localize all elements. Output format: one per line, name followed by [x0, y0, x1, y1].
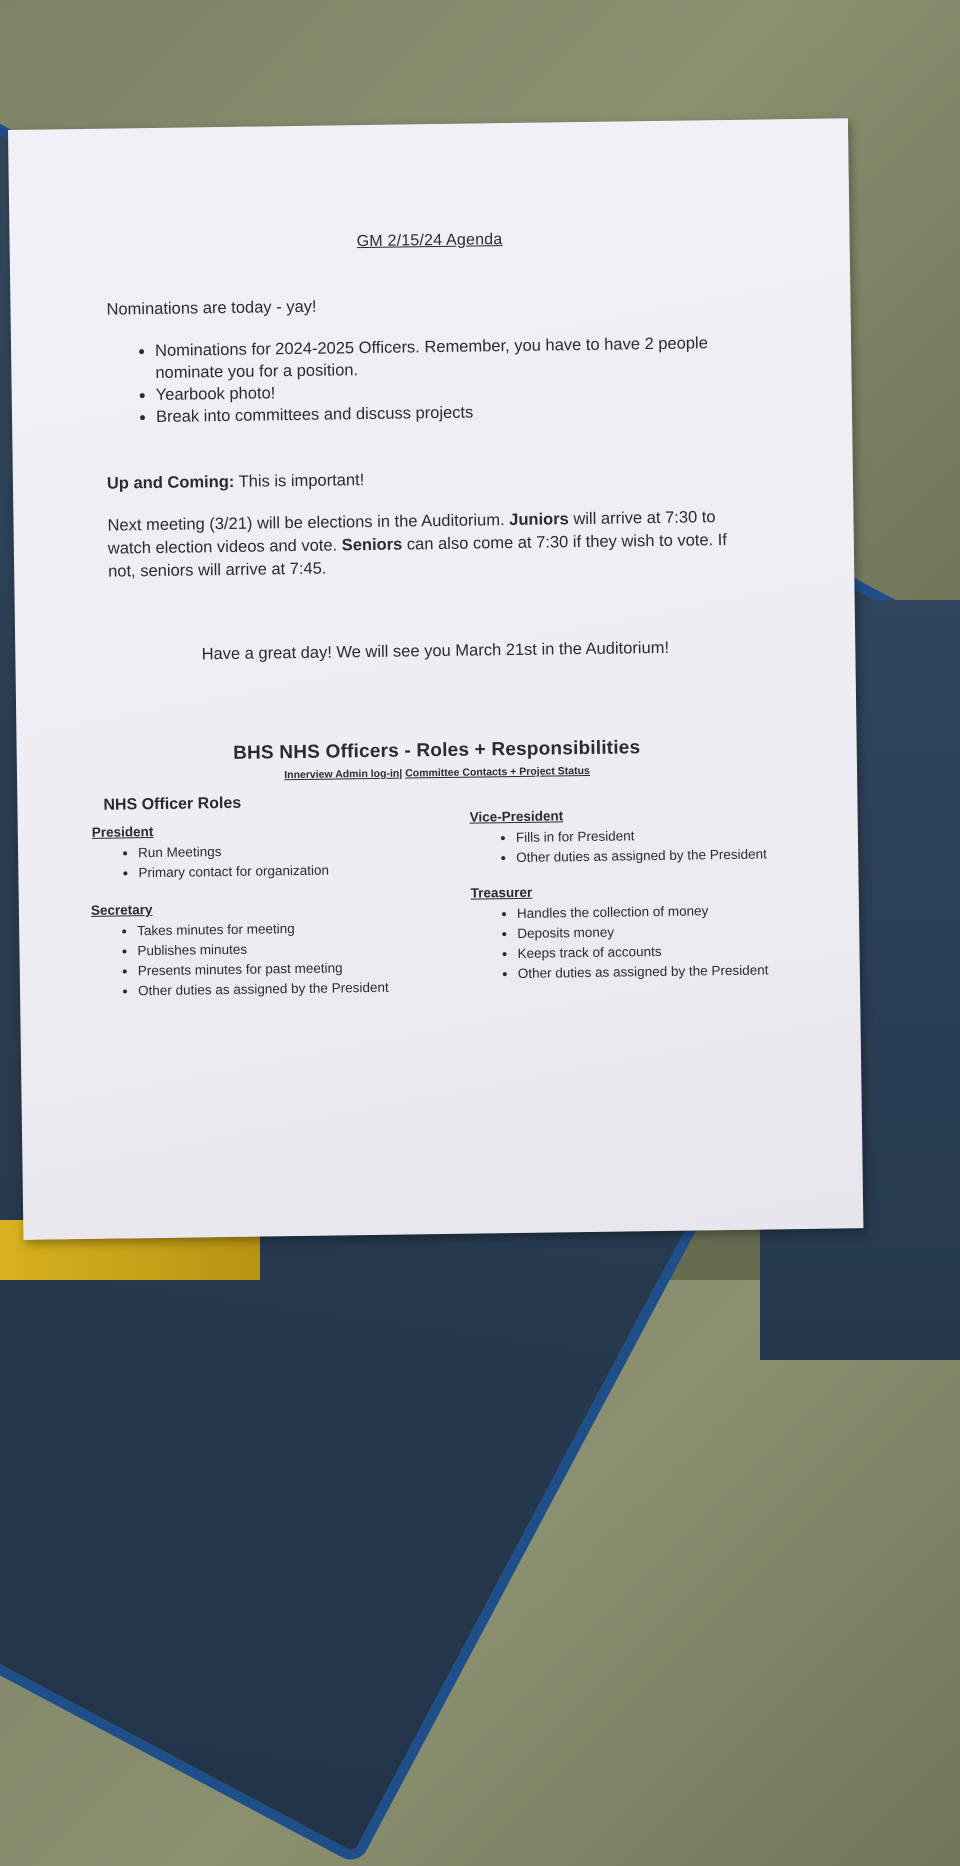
duty-item: • Keeps track of accounts [517, 940, 768, 963]
agenda-intro: Nominations are today - yay! [106, 297, 317, 319]
role-vice-president [470, 805, 767, 868]
seniors-label: Seniors [341, 535, 403, 555]
upcoming-text: This is important! [238, 471, 365, 491]
agenda-item: • Nominations for 2024-2025 Officers. Remember, you have to have 2 people nominate you for a position. [155, 332, 756, 384]
next-meeting-paragraph [107, 506, 748, 584]
next-meeting-text: can also come at 7:30 if they wish to vote. If not, seniors will arrive at 7:45. [108, 531, 728, 581]
link-separator: | [399, 767, 403, 780]
role-name: President [91, 824, 154, 840]
agenda-item: • Break into committees and discuss projects [156, 398, 756, 428]
next-meeting-text: will arrive at 7:30 to watch election videos and vote. [107, 508, 716, 558]
agenda-item: • Yearbook photo! [156, 376, 756, 406]
agenda-title: GM 2/15/24 Agenda [356, 231, 503, 251]
innerview-admin-link: Innerview Admin log-in [284, 767, 400, 782]
agenda-paper [8, 118, 863, 1240]
duty-item: • Handles the collection of money [517, 900, 768, 923]
juniors-label: Juniors [509, 510, 569, 530]
role-duties [471, 900, 769, 984]
role-duties [91, 918, 389, 1002]
role-duties [470, 824, 767, 868]
duty-item: • Presents minutes for past meeting [138, 958, 389, 981]
role-duties [92, 841, 329, 884]
duty-item: • Other duties as assigned by the President [518, 960, 769, 983]
upcoming-section [107, 471, 365, 494]
role-secretary [91, 899, 389, 1002]
duty-item: • Publishes minutes [137, 938, 388, 961]
roles-title: BHS NHS Officers - Roles + Responsibilities [232, 737, 641, 764]
duty-item: • Takes minutes for meeting [137, 918, 388, 941]
duty-item: • Deposits money [517, 920, 768, 943]
role-treasurer [471, 881, 769, 984]
role-name: Treasurer [470, 884, 533, 901]
closing-message: Have a great day! We will see you March 21st in the Auditorium! [201, 638, 670, 664]
duty-item: • Run Meetings [138, 841, 329, 864]
role-name: Secretary [90, 902, 153, 918]
agenda-list [131, 332, 756, 429]
role-name: Vice-President [469, 808, 564, 825]
role-president [92, 822, 329, 884]
duty-item: • Primary contact for organization [138, 861, 329, 884]
duty-item: • Other duties as assigned by the President [516, 844, 767, 867]
upcoming-label: Up and Coming: [106, 472, 235, 493]
duty-item: • Other duties as assigned by the President [138, 978, 389, 1001]
next-meeting-text: Next meeting (3/21) will be elections in the Auditorium. [107, 511, 510, 535]
duty-item: • Fills in for President [516, 824, 767, 847]
officer-roles-heading: NHS Officer Roles [103, 794, 242, 814]
committee-contacts-link: Committee Contacts + Project Status [405, 764, 590, 780]
